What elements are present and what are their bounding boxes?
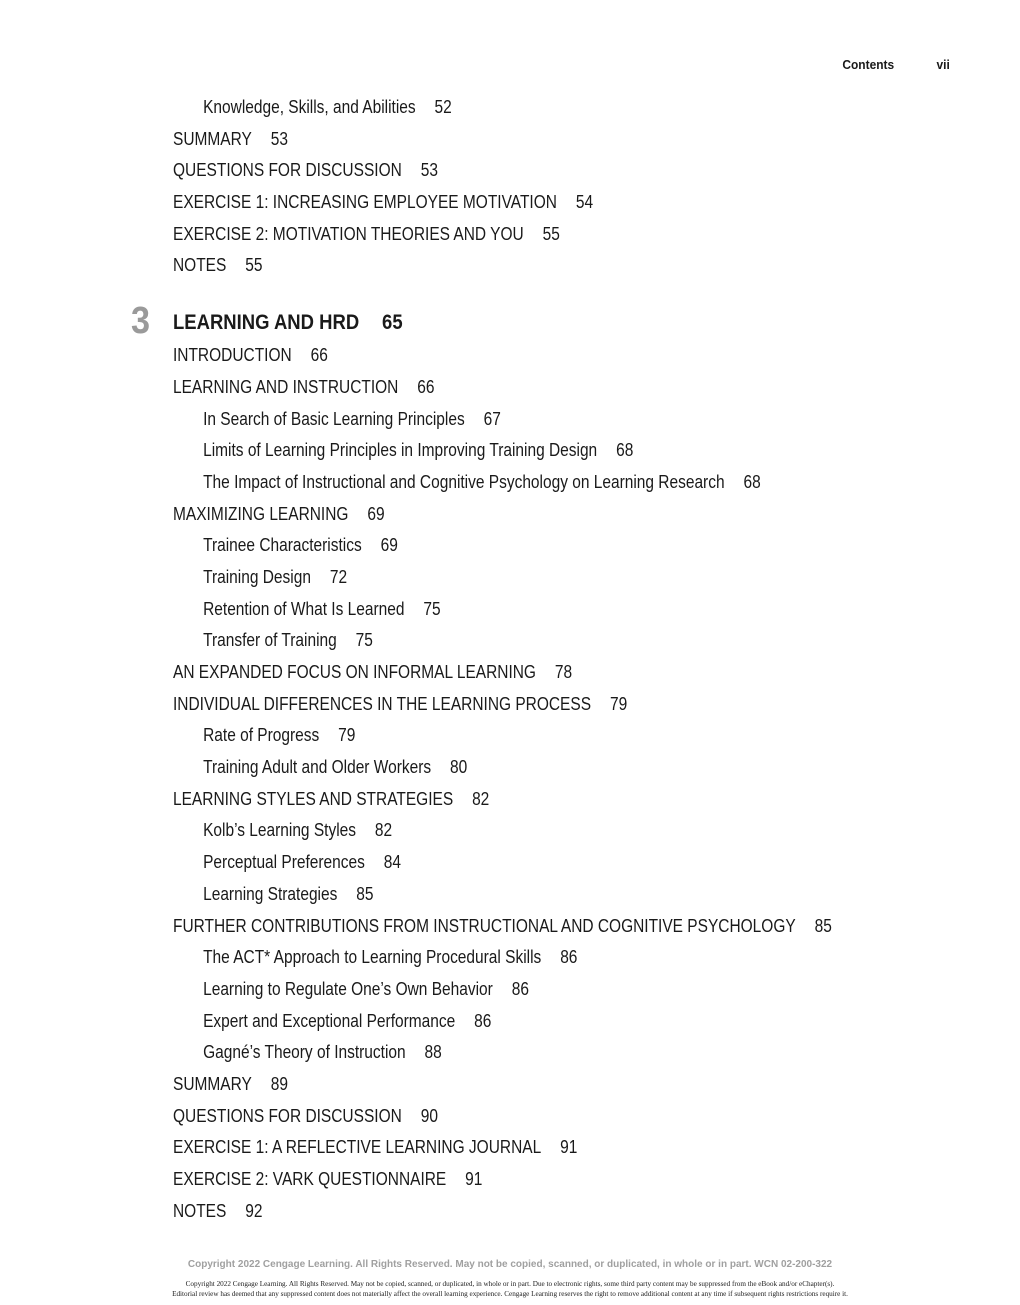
toc-entry[interactable] [173,1101,844,1133]
toc-entry[interactable] [173,752,844,784]
toc-entry-title: QUESTIONS FOR DISCUSSION [173,1105,402,1126]
toc-pre-entries [173,92,953,282]
copyright-notice-line-1: Copyright 2022 Cengage Learning. All Rights Reserved. May not be copied, scanned, or duplicated, in whole or in part. Due to electronic rights, some third party content may be suppressed from the eBook and/or eChapter(s). [185,1280,835,1288]
toc-entry-page: 66 [417,376,435,397]
toc-entry-title: INDIVIDUAL DIFFERENCES IN THE LEARNING PROCESS [173,693,592,714]
toc-entry-page: 82 [374,820,393,841]
toc-entry-title: Kolb’s Learning Styles [203,820,356,841]
toc-entry[interactable] [173,689,844,721]
toc-entry[interactable] [173,625,844,657]
toc-entry[interactable] [173,124,844,156]
running-head-label: Contents [842,57,895,72]
toc-entry[interactable] [173,499,844,531]
toc-entry[interactable] [173,1164,844,1196]
toc-entry[interactable] [173,92,844,124]
toc-entry-page: 86 [511,978,529,999]
toc-entry-page: 52 [434,97,452,117]
toc-entry[interactable] [173,911,844,943]
toc-entry[interactable] [173,1006,844,1038]
toc-entry-page: 69 [367,503,385,524]
toc-entry-title: Limits of Learning Principles in Improving Training Design [203,440,598,461]
toc-entry-title: NOTES [173,1200,227,1221]
toc-entry[interactable] [173,187,844,219]
running-head [843,57,950,72]
toc-entry[interactable] [173,942,844,974]
toc-entry-title: The ACT* Approach to Learning Procedural Skills [203,947,542,968]
toc-entry-page: 68 [743,471,761,492]
toc-entry[interactable] [173,530,844,562]
toc-entry-page: 54 [575,192,594,213]
toc-entry-title: Retention of What Is Learned [203,598,405,619]
toc-entry-title: EXERCISE 1: INCREASING EMPLOYEE MOTIVATION [173,192,557,213]
toc-entry-page: 82 [472,788,490,809]
toc-entry-title: EXERCISE 1: A REFLECTIVE LEARNING JOURNAL [173,1137,542,1158]
toc-entry-page: 85 [814,915,832,936]
toc-entry-title: Expert and Exceptional Performance [203,1010,456,1031]
toc-entry-page: 84 [383,852,402,873]
toc-entry[interactable] [173,562,844,594]
toc-entry-title: SUMMARY [173,1073,252,1094]
toc-entry[interactable] [173,1037,844,1069]
table-of-contents [131,92,953,1227]
toc-entry-title: FURTHER CONTRIBUTIONS FROM INSTRUCTIONAL AND COGNITIVE PSYCHOLOGY [173,915,796,936]
toc-entry[interactable] [173,467,844,499]
toc-entry-page: 91 [465,1169,483,1189]
toc-chapter-entries [173,340,953,1227]
chapter-title [173,306,403,340]
toc-entry[interactable] [173,720,844,752]
toc-entry[interactable] [173,847,844,879]
toc-entry[interactable] [173,879,844,911]
toc-entry-page: 55 [245,255,263,276]
toc-entry-title: Learning to Regulate One’s Own Behavior [203,978,493,999]
toc-entry-page: 72 [329,566,348,587]
toc-entry[interactable] [173,594,844,626]
toc-entry-page: 53 [270,128,288,149]
toc-entry-title: SUMMARY [173,128,252,149]
toc-entry-title: Trainee Characteristics [203,535,362,556]
toc-entry[interactable] [173,815,844,847]
copyright-notice-line-2: Editorial review has deemed that any suppressed content does not materially affect the overall learning experience. Cengage Learning reserves the right to remove additional content at any time if subsequent rights restrictions require it. [172,1290,848,1298]
toc-entry-title: Transfer of Training [203,630,337,651]
toc-entry-title: AN EXPANDED FOCUS ON INFORMAL LEARNING [173,662,536,682]
toc-entry[interactable] [173,974,844,1006]
toc-entry[interactable] [173,404,844,436]
toc-entry-title: EXERCISE 2: MOTIVATION THEORIES AND YOU [173,223,524,244]
toc-entry[interactable] [173,435,844,467]
toc-entry-page: 55 [542,223,560,244]
toc-entry-page: 91 [560,1137,578,1158]
toc-entry-title: LEARNING AND INSTRUCTION [173,376,399,397]
toc-entry-title: Learning Strategies [203,883,338,904]
toc-entry-page: 80 [450,757,468,778]
chapter-title-text: LEARNING AND HRD [173,311,360,335]
toc-entry[interactable] [173,1069,844,1101]
toc-entry-title: Gagné’s Theory of Instruction [203,1042,406,1063]
copyright-notice [0,1279,1020,1299]
toc-entry-page: 66 [310,345,328,366]
toc-entry[interactable] [173,250,844,282]
toc-entry[interactable] [173,372,844,404]
toc-entry-page: 92 [245,1200,263,1221]
toc-entry-page: 89 [270,1073,288,1094]
toc-entry[interactable] [173,340,844,372]
toc-entry-page: 75 [423,598,441,619]
toc-entry-title: In Search of Basic Learning Principles [203,408,465,429]
toc-entry-page: 86 [474,1010,492,1031]
toc-entry-page: 67 [483,408,501,429]
toc-entry-page: 90 [420,1105,438,1126]
toc-entry-title: Rate of Progress [203,725,320,746]
chapter-page: 65 [382,311,403,335]
toc-entry-page: 68 [616,440,634,461]
toc-entry-title: INTRODUCTION [173,345,292,366]
toc-entry-title: EXERCISE 2: VARK QUESTIONNAIRE [173,1169,447,1189]
toc-entry-page: 79 [338,725,356,746]
toc-entry[interactable] [173,1196,844,1228]
copyright-watermark: Copyright 2022 Cengage Learning. All Rights Reserved. May not be copied, scanned, or duplicated, in whole or in part. WCN 02-200-322 [187,1259,833,1270]
toc-entry[interactable] [173,1132,844,1164]
toc-entry-title: QUESTIONS FOR DISCUSSION [173,160,402,181]
toc-entry-page: 85 [356,883,374,904]
toc-entry-page: 53 [420,160,438,181]
toc-entry-page: 75 [355,630,373,651]
toc-entry[interactable] [173,657,844,689]
toc-entry-title: Knowledge, Skills, and Abilities [203,97,416,117]
running-head-page: vii [936,57,950,72]
toc-entry[interactable] [173,784,844,816]
chapter-number: 3 [131,300,151,343]
toc-entry[interactable] [173,219,844,251]
toc-entry[interactable] [173,155,844,187]
toc-entry-title: The Impact of Instructional and Cognitive Psychology on Learning Research [203,471,725,492]
chapter-heading[interactable] [131,300,953,343]
toc-entry-page: 69 [380,535,398,556]
toc-entry-title: Training Adult and Older Workers [203,757,432,778]
toc-entry-page: 86 [560,947,578,968]
toc-entry-title: Perceptual Preferences [203,852,365,873]
toc-entry-title: Training Design [203,566,311,587]
toc-entry-title: MAXIMIZING LEARNING [173,503,349,524]
toc-entry-page: 88 [424,1042,442,1063]
toc-entry-page: 79 [609,693,628,714]
toc-entry-title: NOTES [173,255,227,276]
toc-entry-title: LEARNING STYLES AND STRATEGIES [173,788,454,809]
toc-entry-page: 78 [554,662,573,682]
